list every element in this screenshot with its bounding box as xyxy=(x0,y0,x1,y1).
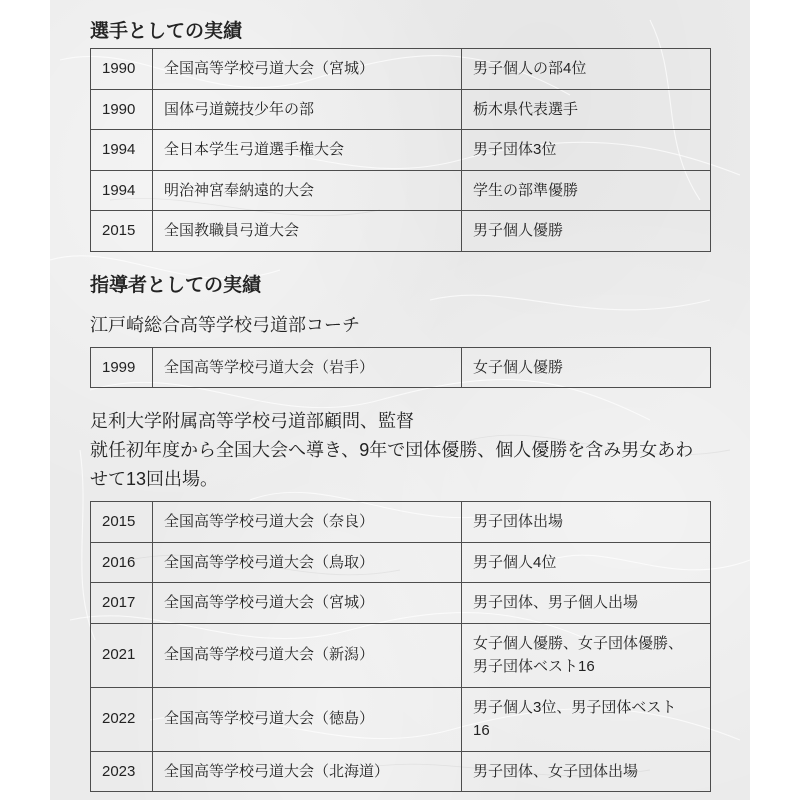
ashikaga-results-table xyxy=(90,501,711,792)
edosaki-results-table xyxy=(90,347,711,389)
year-cell: 1994 xyxy=(91,130,153,171)
year-cell: 1999 xyxy=(91,347,153,388)
edosaki-results-body xyxy=(91,347,711,388)
description-line: 就任初年度から全国大会へ導き、9年で団体優勝、個人優勝を含み男女あわ xyxy=(90,440,694,460)
year-cell: 1994 xyxy=(91,170,153,211)
year-cell: 2017 xyxy=(91,583,153,624)
event-cell: 全日本学生弓道選手権大会 xyxy=(153,130,462,171)
table-row xyxy=(91,542,711,583)
event-cell: 全国教職員弓道大会 xyxy=(153,211,462,252)
result-cell: 男子団体3位 xyxy=(462,130,711,171)
ashikaga-description xyxy=(90,407,710,494)
event-cell: 全国高等学校弓道大会（鳥取） xyxy=(153,542,462,583)
table-row xyxy=(91,687,711,751)
result-line: 男子個人3位、男子団体ベスト xyxy=(473,698,677,716)
event-cell: 全国高等学校弓道大会（奈良） xyxy=(153,502,462,543)
result-cell: 男子団体、男子個人出場 xyxy=(462,583,711,624)
table-row xyxy=(91,583,711,624)
ashikaga-results-body xyxy=(91,502,711,792)
year-cell: 2015 xyxy=(91,502,153,543)
table-row xyxy=(91,49,711,90)
table-row xyxy=(91,751,711,792)
year-cell: 1990 xyxy=(91,89,153,130)
year-cell: 1990 xyxy=(91,49,153,90)
result-cell xyxy=(462,687,711,751)
event-cell: 全国高等学校弓道大会（岩手） xyxy=(153,347,462,388)
table-row xyxy=(91,170,711,211)
player-achievements-heading: 選手としての実績 xyxy=(90,21,243,42)
edosaki-coach-title: 江戸崎総合高等学校弓道部コーチ xyxy=(90,314,360,335)
result-line: 女子個人優勝、女子団体優勝、 xyxy=(473,634,684,652)
result-line: 16 xyxy=(473,722,490,739)
event-cell: 全国高等学校弓道大会（北海道） xyxy=(153,751,462,792)
achievements-content xyxy=(90,18,710,792)
event-cell: 全国高等学校弓道大会（宮城） xyxy=(153,49,462,90)
coach-achievements-heading: 指導者としての実績 xyxy=(90,274,262,296)
result-cell: 男子個人の部4位 xyxy=(462,49,711,90)
year-cell: 2021 xyxy=(91,623,153,687)
table-row xyxy=(91,347,711,388)
table-row xyxy=(91,89,711,130)
description-line: せて13回出場。 xyxy=(90,469,219,489)
result-cell: 学生の部準優勝 xyxy=(462,170,711,211)
table-row xyxy=(91,211,711,252)
player-results-table xyxy=(90,48,711,252)
event-cell: 全国高等学校弓道大会（徳島） xyxy=(153,687,462,751)
year-cell: 2023 xyxy=(91,751,153,792)
event-cell: 全国高等学校弓道大会（宮城） xyxy=(153,583,462,624)
result-cell xyxy=(462,623,711,687)
result-cell: 男子団体、女子団体出場 xyxy=(462,751,711,792)
event-cell: 明治神宮奉納遠的大会 xyxy=(153,170,462,211)
year-cell: 2022 xyxy=(91,687,153,751)
table-row xyxy=(91,623,711,687)
table-row xyxy=(91,130,711,171)
result-cell: 男子団体出場 xyxy=(462,502,711,543)
result-cell: 男子個人優勝 xyxy=(462,211,711,252)
year-cell: 2015 xyxy=(91,211,153,252)
year-cell: 2016 xyxy=(91,542,153,583)
event-cell: 全国高等学校弓道大会（新潟） xyxy=(153,623,462,687)
result-cell: 男子個人4位 xyxy=(462,542,711,583)
result-cell: 栃木県代表選手 xyxy=(462,89,711,130)
player-results-body xyxy=(91,49,711,252)
description-line: 足利大学附属高等学校弓道部顧問、監督 xyxy=(90,411,414,431)
table-row xyxy=(91,502,711,543)
event-cell: 国体弓道競技少年の部 xyxy=(153,89,462,130)
result-line: 男子団体ベスト16 xyxy=(473,658,595,675)
result-cell: 女子個人優勝 xyxy=(462,347,711,388)
